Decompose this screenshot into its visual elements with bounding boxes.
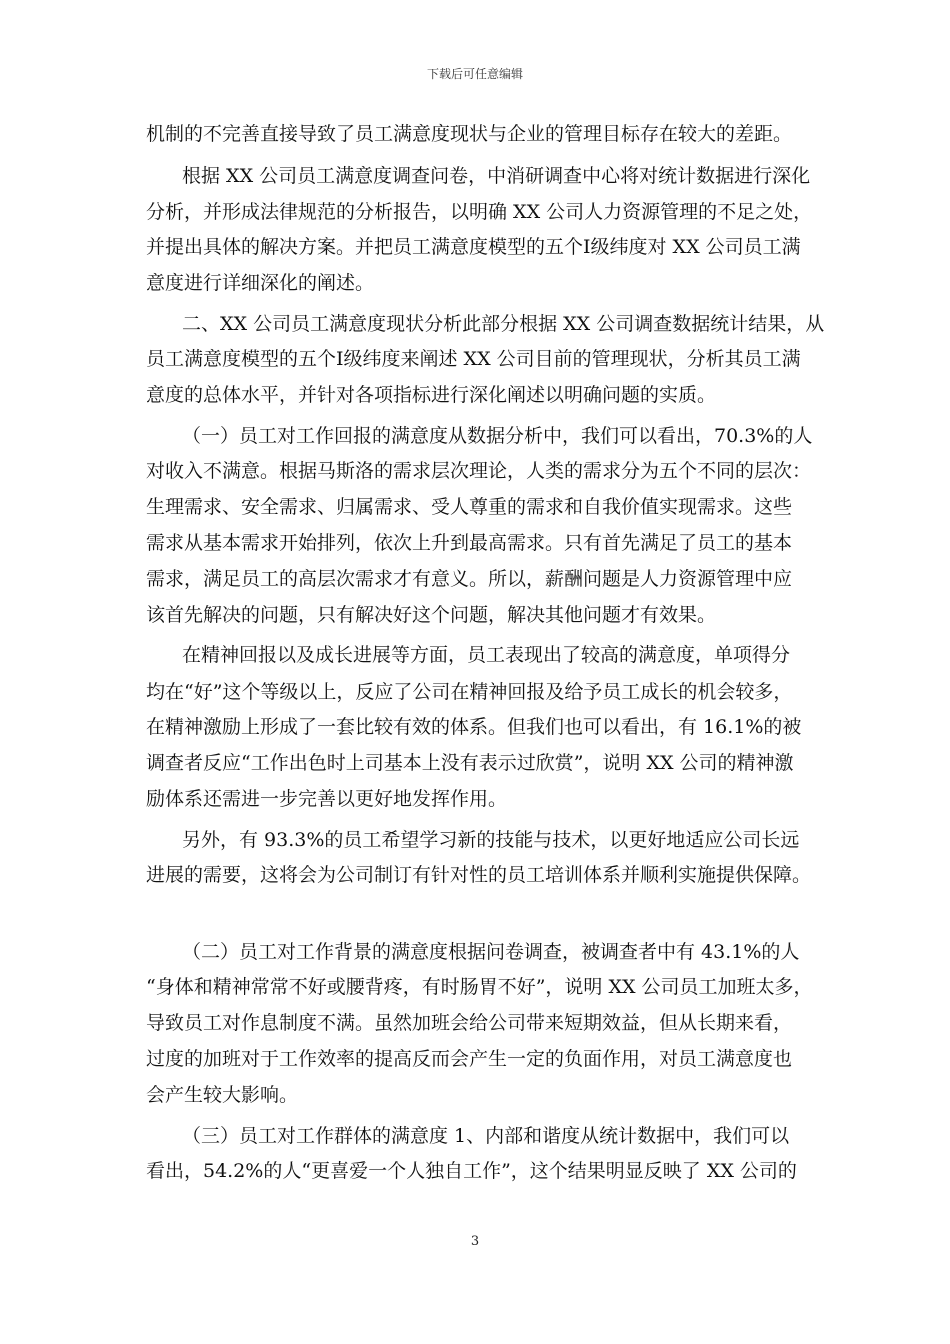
body-line: 员工满意度模型的五个Ⅰ级纬度来阐述 XX 公司目前的管理现状，分析其员工满 — [146, 348, 801, 370]
body-line: 在精神激励上形成了一套比较有效的体系。但我们也可以看出，有 16.1%的被 — [146, 716, 802, 738]
body-line: 另外，有 93.3%的员工希望学习新的技能与技术，以更好地适应公司长远 — [182, 829, 800, 851]
body-line: 进展的需要，这将会为公司制订有针对性的员工培训体系并顺利实施提供保障。 — [146, 864, 812, 886]
body-line: 看出，54.2%的人“更喜爱一个人独自工作”，这个结果明显反映了 XX 公司的 — [146, 1160, 797, 1182]
body-line: 生理需求、安全需求、归属需求、受人尊重的需求和自我价值实现需求。这些 — [146, 496, 793, 518]
body-line: 机制的不完善直接导致了员工满意度现状与企业的管理目标存在较大的差距。 — [146, 123, 793, 145]
body-line: 励体系还需进一步完善以更好地发挥作用。 — [146, 788, 508, 810]
body-line: 并提出具体的解决方案。并把员工满意度模型的五个Ⅰ级纬度对 XX 公司员工满 — [146, 236, 801, 258]
body-line: 意度进行详细深化的阐述。 — [146, 272, 375, 294]
body-line: 需求，满足员工的高层次需求才有意义。所以，薪酬问题是人力资源管理中应 — [146, 568, 793, 590]
page-header: 下载后可任意编辑 — [426, 67, 523, 81]
body-line: 均在“好”这个等级以上，反应了公司在精神回报及给予员工成长的机会较多， — [146, 681, 793, 703]
body-line: 意度的总体水平，并针对各项指标进行深化阐述以明确问题的实质。 — [146, 384, 717, 406]
body-line: 过度的加班对于工作效率的提高反而会产生一定的负面作用，对员工满意度也 — [146, 1048, 793, 1070]
body-line: 导致员工对作息制度不满。虽然加班会给公司带来短期效益，但从长期来看， — [146, 1012, 793, 1034]
body-line: 该首先解决的问题，只有解决好这个问题，解决其他问题才有效果。 — [146, 604, 717, 626]
body-line: 调查者反应“工作出色时上司基本上没有表示过欣赏”，说明 XX 公司的精神激 — [146, 752, 794, 774]
body-line: （二）员工对工作背景的满意度根据问卷调查，被调查者中有 43.1%的人 — [182, 941, 800, 963]
body-line: 分析，并形成法律规范的分析报告，以明确 XX 公司人力资源管理的不足之处， — [146, 201, 813, 223]
body-line: 会产生较大影响。 — [146, 1084, 299, 1106]
body-line: 需求从基本需求开始排列，依次上升到最高需求。只有首先满足了员工的基本 — [146, 532, 793, 554]
body-line: （三）员工对工作群体的满意度 1、内部和谐度从统计数据中，我们可以 — [182, 1125, 790, 1147]
body-line: 根据 XX 公司员工满意度调查问卷，中消研调查中心将对统计数据进行深化 — [182, 165, 811, 187]
body-line: （一）员工对工作回报的满意度从数据分析中，我们可以看出，70.3%的人 — [182, 425, 813, 447]
page-number: 3 — [470, 1234, 480, 1249]
body-line: 二、XX 公司员工满意度现状分析此部分根据 XX 公司调查数据统计结果，从 — [182, 313, 825, 335]
body-line: 对收入不满意。根据马斯洛的需求层次理论，人类的需求分为五个不同的层次： — [146, 460, 812, 482]
body-line: “身体和精神常常不好或腰背疼，有时肠胃不好”，说明 XX 公司员工加班太多， — [146, 976, 813, 998]
body-line: 在精神回报以及成长进展等方面，员工表现出了较高的满意度，单项得分 — [182, 644, 791, 666]
